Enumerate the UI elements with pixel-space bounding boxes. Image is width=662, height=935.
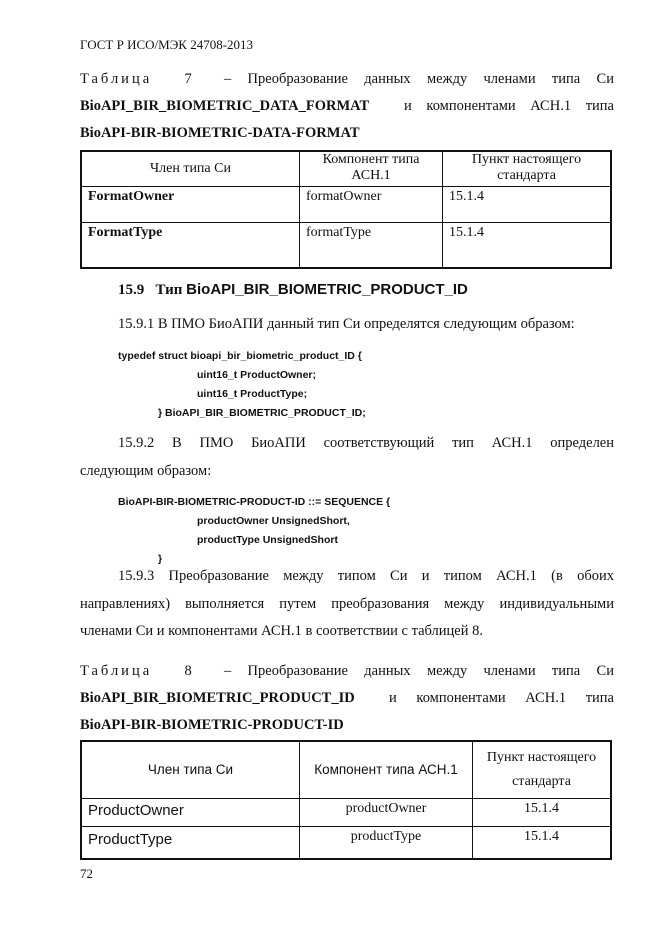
code-line: productType UnsignedShort xyxy=(197,534,338,546)
table7-caption-label: Таблица xyxy=(80,71,153,87)
code-line: typedef struct bioapi_bir_biometric_product_ID { xyxy=(118,350,362,362)
table7-header-cell: Пункт настоящего стандарта xyxy=(443,151,612,186)
code-line: uint16_t ProductType; xyxy=(197,388,308,400)
code-line: } BioAPI_BIR_BIOMETRIC_PRODUCT_ID; xyxy=(158,407,366,419)
table8-caption-line3: BioAPI-BIR-BIOMETRIC-PRODUCT-ID xyxy=(80,717,344,733)
table-cell: 15.1.4 xyxy=(443,222,612,268)
paragraph-15-9-2-line1: 15.9.2 В ПМО БиоАПИ соответствующий тип АСН.1 определен xyxy=(118,435,614,451)
section-prefix: Тип xyxy=(155,282,183,298)
table-cell: productType xyxy=(300,826,473,859)
section-number: 15.9 xyxy=(118,282,145,298)
table8-caption-label: Таблица xyxy=(80,663,153,679)
table-row xyxy=(81,186,611,222)
table7-header-row xyxy=(81,151,611,186)
table-cell: 15.1.4 xyxy=(443,186,612,222)
table8-header-cell: Компонент типа АСН.1 xyxy=(300,741,473,798)
table-cell: 15.1.4 xyxy=(473,826,612,859)
table8-header-row xyxy=(81,741,611,798)
table-cell: ProductOwner xyxy=(81,798,300,826)
paragraph-15-9-3-line1: 15.9.3 Преобразование между типом Си и типом АСН.1 (в обоих xyxy=(118,568,614,584)
table-cell: formatType xyxy=(300,222,443,268)
paragraph-15-9-1: 15.9.1 В ПМО БиоАПИ данный тип Си определятся следующим образом: xyxy=(118,316,575,332)
page-number: 72 xyxy=(80,866,93,881)
table7-caption-text: – Преобразование данных между членами типа Си xyxy=(223,71,614,87)
table7-caption-text2: и компонентами АСН.1 типа xyxy=(404,98,614,114)
paragraph-15-9-3-line2: направлениях) выполняется путем преобразования между индивидуальными xyxy=(80,596,614,612)
table-cell: FormatOwner xyxy=(81,186,300,222)
table8-header-cell: Пункт настоящего стандарта xyxy=(473,741,612,798)
document-header: ГОСТ Р ИСО/МЭК 24708-2013 xyxy=(80,37,254,52)
table-row xyxy=(81,798,611,826)
paragraph-15-9-3-line3: членами Си и компонентами АСН.1 в соответствии с таблицей 8. xyxy=(80,623,483,639)
table7-caption-line3: BioAPI-BIR-BIOMETRIC-DATA-FORMAT xyxy=(80,125,360,141)
table7 xyxy=(80,150,612,269)
code-line: } xyxy=(158,553,163,565)
table-cell: productOwner xyxy=(300,798,473,826)
table8-caption-type: BioAPI_BIR_BIOMETRIC_PRODUCT_ID xyxy=(80,690,355,706)
table8-caption-line1 xyxy=(80,662,614,680)
table7-caption-line2 xyxy=(80,97,614,115)
table8-caption-text: – Преобразование данных между членами типа Си xyxy=(223,663,614,679)
table7-caption-type: BioAPI_BIR_BIOMETRIC_DATA_FORMAT xyxy=(80,98,370,114)
table7-header-cell: Компонент типа АСН.1 xyxy=(300,151,443,186)
table8-caption-text2: и компонентами АСН.1 типа xyxy=(389,690,614,706)
table8 xyxy=(80,740,612,860)
code-line: uint16_t ProductOwner; xyxy=(197,369,317,381)
code-line: BioAPI-BIR-BIOMETRIC-PRODUCT-ID ::= SEQUENCE { xyxy=(118,496,391,508)
paragraph-15-9-2-line2: следующим образом: xyxy=(80,463,212,479)
table8-caption-number: 8 xyxy=(184,663,192,679)
code-line: productOwner UnsignedShort, xyxy=(197,515,350,527)
table-cell: FormatType xyxy=(81,222,300,268)
table7-caption-line1 xyxy=(80,70,614,88)
table8-caption-line2 xyxy=(80,689,614,707)
table-cell: ProductType xyxy=(81,826,300,859)
table7-header-cell: Член типа Си xyxy=(81,151,300,186)
table-row xyxy=(81,222,611,268)
table-cell: formatOwner xyxy=(300,186,443,222)
table-cell: 15.1.4 xyxy=(473,798,612,826)
table7-caption-number: 7 xyxy=(184,71,192,87)
section-title: BioAPI_BIR_BIOMETRIC_PRODUCT_ID xyxy=(186,281,468,298)
table8-header-cell: Член типа Си xyxy=(81,741,300,798)
table-row xyxy=(81,826,611,859)
section-heading xyxy=(118,281,468,299)
